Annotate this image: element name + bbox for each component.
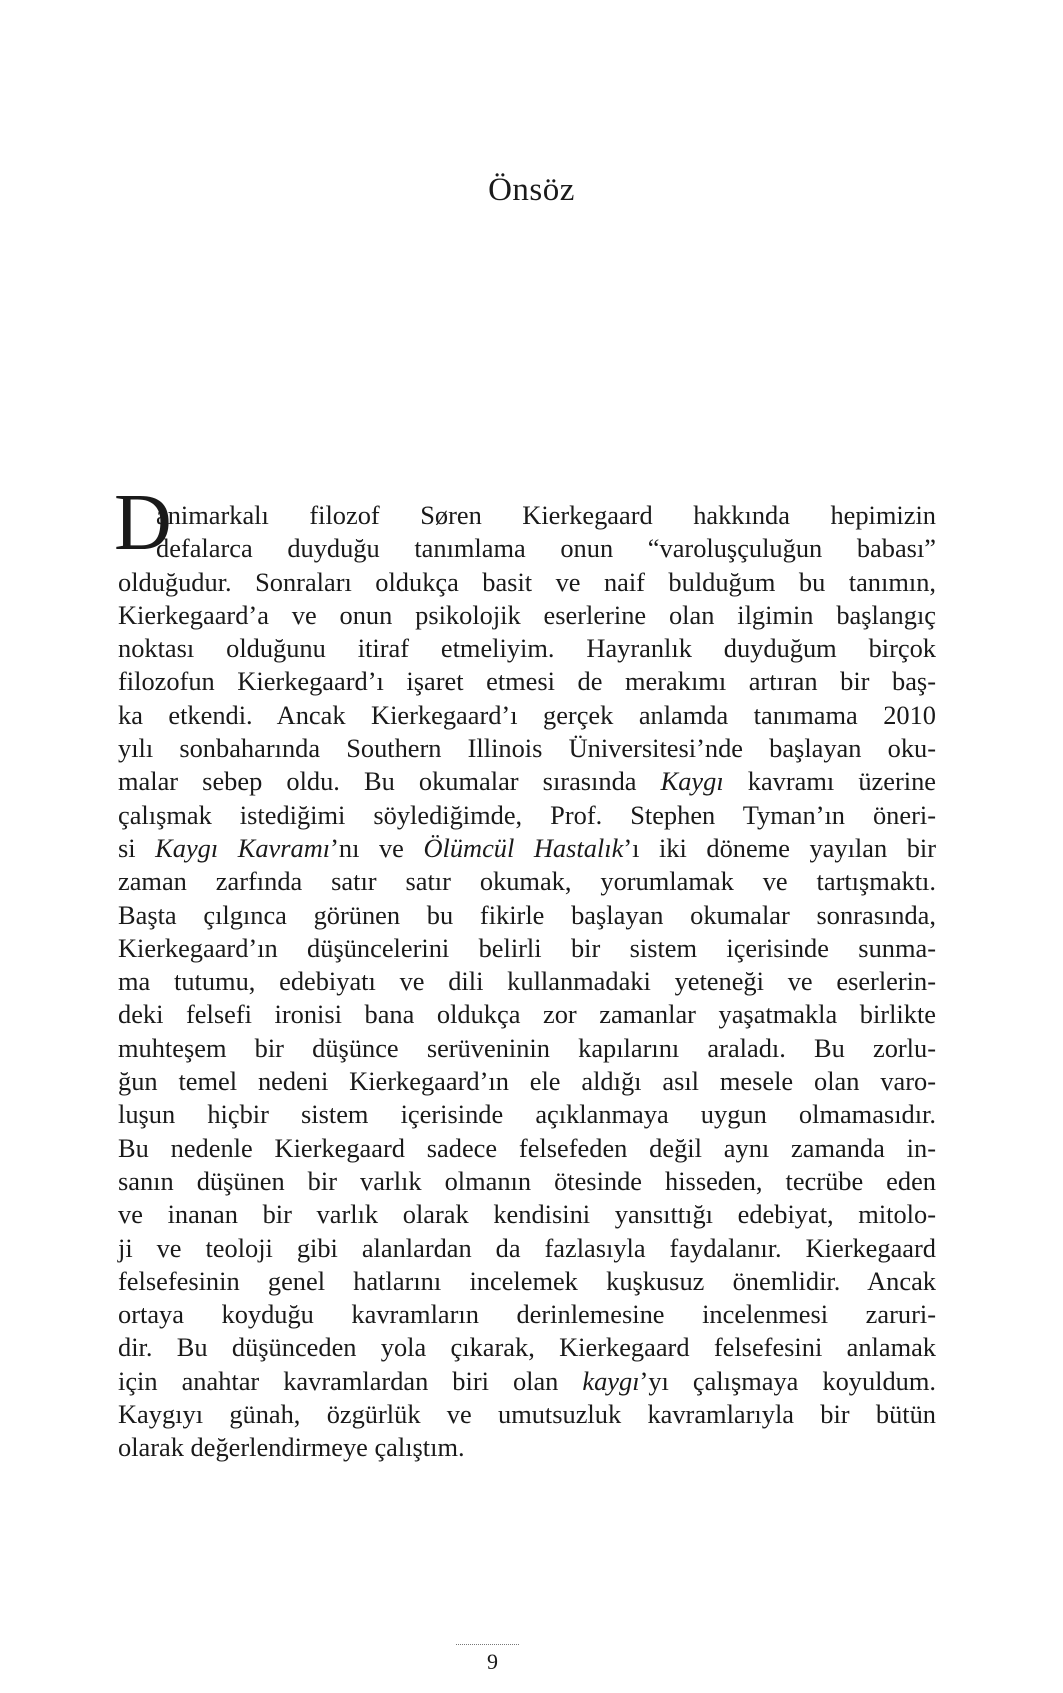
text-line <box>118 599 936 632</box>
text-line <box>118 899 936 932</box>
text-line <box>118 1298 936 1331</box>
text-segment: için anahtar kavramlardan biri olan <box>118 1365 583 1396</box>
text-segment: ma tutumu, edebiyatı ve dili kullanmadaki yeteneği ve eserlerin- <box>118 966 936 997</box>
text-segment: Kaygıyı günah, özgürlük ve umutsuzluk kavramlarıyla bir bütün <box>118 1399 936 1430</box>
text-segment: yılı sonbaharında Southern Illinois Üniversitesi’nde başlayan oku- <box>118 733 936 764</box>
text-line <box>118 566 936 599</box>
text-segment: filozofun Kierkegaard’ı işaret etmesi de merakımı artıran bir baş- <box>118 666 936 697</box>
text-line <box>118 1265 936 1298</box>
text-segment: muhteşem bir düşünce serüveninin kapılarını araladı. Bu zorlu- <box>118 1032 936 1063</box>
italic-term: kaygı <box>582 1365 640 1396</box>
text-segment: ’nı ve <box>330 832 424 863</box>
text-segment: Bu nedenle Kierkegaard sadece felsefeden değil aynı zamanda in- <box>118 1132 936 1163</box>
text-line <box>118 965 936 998</box>
drop-cap: D <box>114 479 172 567</box>
text-line <box>118 532 936 565</box>
text-line <box>118 699 936 732</box>
text-segment: ğun temel nedeni Kierkegaard’ın ele aldığı asıl mesele olan varo- <box>118 1066 936 1097</box>
text-segment: felsefesinin genel hatlarını incelemek kuşkusuz önemlidir. Ancak <box>118 1265 936 1296</box>
italic-term: Kaygı Kavramı <box>155 832 331 863</box>
text-line <box>118 499 936 532</box>
text-segment: si <box>118 832 156 863</box>
text-segment: ka etkendi. Ancak Kierkegaard’ı gerçek anlamda tanımama 2010 <box>118 699 936 730</box>
text-line <box>118 832 936 865</box>
chapter-title: Önsöz <box>488 172 575 208</box>
text-segment: kavramı üzerine <box>723 766 936 797</box>
text-segment: luşun hiçbir sistem içerisinde açıklanmaya uygun olmamasıdır. <box>118 1099 936 1130</box>
text-line <box>118 632 936 665</box>
body-paragraph <box>118 499 936 1465</box>
text-line <box>118 1065 936 1098</box>
text-line <box>118 1331 936 1364</box>
folio-rule <box>456 1644 519 1645</box>
text-segment: sanın düşünen bir varlık olmanın ötesinde hisseden, tecrübe eden <box>118 1165 936 1196</box>
text-line <box>118 1431 936 1464</box>
text-line <box>118 1032 936 1065</box>
text-line <box>118 1398 936 1431</box>
text-segment: çalışmak istediğimi söylediğimde, Prof. Stephen Tyman’ın öneri- <box>118 799 936 830</box>
text-line <box>118 1198 936 1231</box>
page-number: 9 <box>487 1649 498 1674</box>
text-segment: defalarca duyduğu tanımlama onun “varoluşçuluğun babası” <box>156 533 936 564</box>
text-segment: ve inanan bir varlık olarak kendisini yansıttığı edebiyat, mitolo- <box>118 1199 936 1230</box>
text-line <box>118 1098 936 1131</box>
text-line <box>118 765 936 798</box>
text-line <box>118 1365 936 1398</box>
text-line <box>118 865 936 898</box>
text-segment: olduğudur. Sonraları oldukça basit ve naif bulduğum bu tanımın, <box>118 566 936 597</box>
text-line <box>118 932 936 965</box>
text-segment: ’yı çalışmaya koyuldum. <box>639 1365 937 1396</box>
italic-term: Kaygı <box>660 766 724 797</box>
text-line <box>118 1132 936 1165</box>
text-segment: animarkalı filozof Søren Kierkegaard hakkında hepimizin <box>156 500 936 530</box>
text-line <box>118 665 936 698</box>
text-segment: deki felsefi ironisi bana oldukça zor zamanlar yaşatmakla birlikte <box>118 999 936 1030</box>
text-segment: dir. Bu düşünceden yola çıkarak, Kierkegaard felsefesini anlamak <box>118 1332 936 1363</box>
text-segment: Başta çılgınca görünen bu fikirle başlayan okumalar sonrasında, <box>118 899 936 930</box>
text-segment: olarak değerlendirmeye çalıştım. <box>118 1432 465 1463</box>
text-segment: Kierkegaard’a ve onun psikolojik eserlerine olan ilgimin başlangıç <box>118 599 936 630</box>
text-segment: malar sebep oldu. Bu okumalar sırasında <box>118 766 661 797</box>
text-segment: ortaya koyduğu kavramların derinlemesine incelenmesi zaruri- <box>118 1299 936 1330</box>
text-line <box>118 732 936 765</box>
text-segment: ’ı iki döneme yayılan bir <box>623 832 937 863</box>
text-line <box>118 1232 936 1265</box>
italic-term: Ölümcül Hastalık <box>423 832 624 863</box>
text-segment: ji ve teoloji gibi alanlardan da fazlasıyla faydalanır. Kierkegaard <box>118 1232 936 1263</box>
text-segment: Kierkegaard’ın düşüncelerini belirli bir sistem içerisinde sunma- <box>118 932 936 963</box>
text-line <box>118 998 936 1031</box>
text-line <box>118 799 936 832</box>
text-segment: zaman zarfında satır satır okumak, yorumlamak ve tartışmaktı. <box>118 866 936 897</box>
text-segment: noktası olduğunu itiraf etmeliyim. Hayranlık duyduğum birçok <box>118 633 936 664</box>
text-line <box>118 1165 936 1198</box>
